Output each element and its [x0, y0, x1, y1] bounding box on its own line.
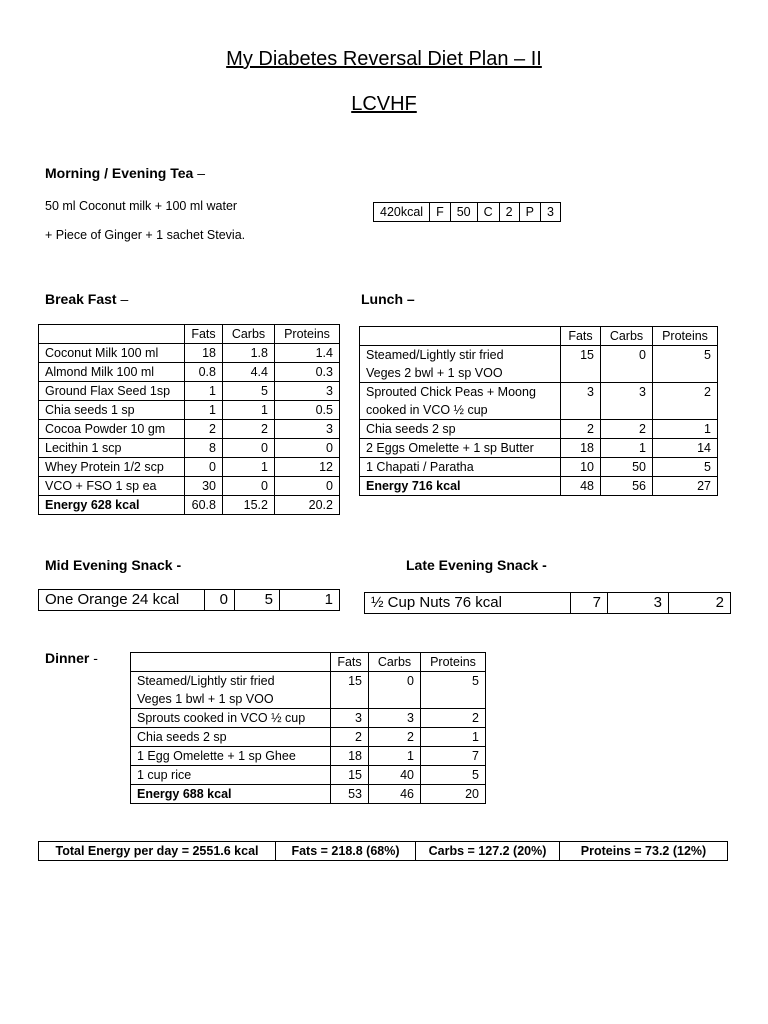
carbs-cell: 3 [369, 709, 421, 728]
total-carbs: 56 [601, 477, 653, 496]
total-proteins: 20 [421, 785, 486, 804]
tea-summary-table [373, 202, 561, 222]
header-cell-item [131, 653, 331, 672]
item-cell: 1 Egg Omelette + 1 sp Ghee [131, 747, 331, 766]
tea-line-1: 50 ml Coconut milk + 100 ml water [45, 199, 238, 213]
mid-snack-heading: Mid Evening Snack - [45, 557, 182, 573]
tea-heading-dash: – [197, 165, 205, 181]
carbs-cell: 0 [601, 346, 653, 383]
proteins-cell: 1 [421, 728, 486, 747]
total-proteins: 27 [653, 477, 718, 496]
dinner-heading-dash: - [93, 650, 98, 666]
page-title: My Diabetes Reversal Diet Plan – II [226, 48, 542, 70]
item-line-2: Veges 1 bwl + 1 sp VOO [137, 692, 274, 706]
table-row [39, 420, 340, 439]
proteins-cell: 7 [421, 747, 486, 766]
total-fats: 53 [331, 785, 369, 804]
proteins-cell: 0.5 [275, 401, 340, 420]
proteins-cell: 2 [653, 383, 718, 420]
fats-cell: 2 [185, 420, 223, 439]
tea-carb-label: C [477, 203, 499, 222]
item-cell: Sprouts cooked in VCO ½ cup [131, 709, 331, 728]
proteins-cell: 5 [421, 672, 486, 709]
item-cell: ½ Cup Nuts 76 kcal [365, 593, 571, 614]
proteins-cell: 1.4 [275, 344, 340, 363]
proteins-cell: 5 [653, 458, 718, 477]
table-header-row [131, 653, 486, 672]
fats-cell: 7 [571, 593, 608, 614]
proteins-cell: 5 [421, 766, 486, 785]
carbs-cell: 1 [223, 401, 275, 420]
fats-cell: 2 [561, 420, 601, 439]
item-line-1: Sprouted Chick Peas + Moong [366, 385, 536, 399]
header-cell-proteins: Proteins [653, 327, 718, 346]
header-cell-carbs: Carbs [369, 653, 421, 672]
lunch-table [359, 326, 718, 496]
total-proteins: 20.2 [275, 496, 340, 515]
item-cell [360, 383, 561, 420]
table-row [39, 382, 340, 401]
table-total-row [131, 785, 486, 804]
proteins-cell: 2 [421, 709, 486, 728]
item-line-1: Steamed/Lightly stir fried [137, 674, 275, 688]
item-cell: Ground Flax Seed 1sp [39, 382, 185, 401]
fats-cell: 0 [205, 590, 235, 611]
fats-cell: 1 [185, 401, 223, 420]
breakfast-heading [45, 291, 128, 307]
item-cell: 1 Chapati / Paratha [360, 458, 561, 477]
proteins-cell: 0 [275, 439, 340, 458]
dinner-heading [45, 650, 98, 666]
proteins-cell: 1 [653, 420, 718, 439]
tea-kcal: 420kcal [374, 203, 430, 222]
header-cell-carbs: Carbs [601, 327, 653, 346]
tea-fat-value: 50 [450, 203, 477, 222]
fats-cell: 15 [331, 766, 369, 785]
tea-protein-label: P [519, 203, 540, 222]
item-cell: Almond Milk 100 ml [39, 363, 185, 382]
item-line-2: Veges 2 bwl + 1 sp VOO [366, 366, 503, 380]
fats-cell: 8 [185, 439, 223, 458]
item-line-1: Steamed/Lightly stir fried [366, 348, 504, 362]
table-row [39, 401, 340, 420]
table-header-row [360, 327, 718, 346]
proteins-cell: 2 [669, 593, 731, 614]
proteins-cell: 5 [653, 346, 718, 383]
tea-fat-label: F [430, 203, 451, 222]
carbs-cell: 5 [235, 590, 280, 611]
proteins-cell: 1 [280, 590, 340, 611]
total-carbs: 46 [369, 785, 421, 804]
table-total-row [39, 496, 340, 515]
item-cell: Whey Protein 1/2 scp [39, 458, 185, 477]
fats-cell: 0 [185, 458, 223, 477]
tea-carb-value: 2 [499, 203, 519, 222]
daily-totals-table [38, 841, 728, 861]
total-fats: 48 [561, 477, 601, 496]
fats-cell: 18 [331, 747, 369, 766]
fats-cell: 2 [331, 728, 369, 747]
fats-cell: 10 [561, 458, 601, 477]
item-cell [360, 346, 561, 383]
carbs-cell: 40 [369, 766, 421, 785]
table-row [365, 593, 731, 614]
tea-line-2: + Piece of Ginger + 1 sachet Stevia. [45, 228, 246, 242]
fats-cell: 15 [561, 346, 601, 383]
table-total-row [360, 477, 718, 496]
table-header-row [39, 325, 340, 344]
proteins-cell: 12 [275, 458, 340, 477]
header-cell-item [39, 325, 185, 344]
table-row [131, 747, 486, 766]
table-row [39, 439, 340, 458]
header-cell-fats: Fats [561, 327, 601, 346]
item-cell: VCO + FSO 1 sp ea [39, 477, 185, 496]
tea-protein-value: 3 [540, 203, 560, 222]
item-cell: Chia seeds 1 sp [39, 401, 185, 420]
total-label: Energy 628 kcal [39, 496, 185, 515]
table-row [131, 672, 486, 709]
header-cell-fats: Fats [185, 325, 223, 344]
lunch-heading-dash: – [406, 291, 415, 307]
carbs-cell: 1 [369, 747, 421, 766]
fats-cell: 18 [185, 344, 223, 363]
table-row [39, 477, 340, 496]
table-row [39, 458, 340, 477]
carbs-cell: 0 [223, 439, 275, 458]
totals-row [39, 842, 728, 861]
total-label: Energy 716 kcal [360, 477, 561, 496]
page-subtitle: LCVHF [351, 93, 417, 115]
dinner-table [130, 652, 486, 804]
tea-heading [45, 165, 205, 181]
header-cell-fats: Fats [331, 653, 369, 672]
carbs-cell: 2 [223, 420, 275, 439]
proteins-cell: 14 [653, 439, 718, 458]
table-row [39, 590, 340, 611]
total-carbs: 15.2 [223, 496, 275, 515]
proteins-cell: 3 [275, 382, 340, 401]
table-row [39, 344, 340, 363]
header-cell-item [360, 327, 561, 346]
table-row [360, 458, 718, 477]
dinner-heading-text: Dinner [45, 650, 90, 666]
table-row [360, 383, 718, 420]
carbs-cell: 1 [601, 439, 653, 458]
tea-heading-text: Morning / Evening Tea [45, 165, 194, 181]
header-cell-proteins: Proteins [275, 325, 340, 344]
item-cell: One Orange 24 kcal [39, 590, 205, 611]
item-line-2: cooked in VCO ½ cup [366, 403, 488, 417]
lunch-heading [361, 291, 415, 307]
late-snack-table [364, 592, 731, 614]
fats-cell: 0.8 [185, 363, 223, 382]
breakfast-heading-text: Break Fast [45, 291, 117, 307]
proteins-cell: 0 [275, 477, 340, 496]
item-cell: 1 cup rice [131, 766, 331, 785]
carbs-cell: 4.4 [223, 363, 275, 382]
carbs-cell: 2 [601, 420, 653, 439]
item-cell: Chia seeds 2 sp [360, 420, 561, 439]
fats-cell: 30 [185, 477, 223, 496]
carbs-cell: 1.8 [223, 344, 275, 363]
item-cell: Chia seeds 2 sp [131, 728, 331, 747]
table-row [131, 766, 486, 785]
carbs-cell: 2 [369, 728, 421, 747]
table-row [360, 439, 718, 458]
table-row [131, 709, 486, 728]
header-cell-carbs: Carbs [223, 325, 275, 344]
fats-cell: 15 [331, 672, 369, 709]
total-carbs-cell: Carbs = 127.2 (20%) [416, 842, 560, 861]
carbs-cell: 0 [369, 672, 421, 709]
proteins-cell: 0.3 [275, 363, 340, 382]
table-row [39, 363, 340, 382]
late-snack-heading: Late Evening Snack - [406, 557, 547, 573]
item-cell: Cocoa Powder 10 gm [39, 420, 185, 439]
carbs-cell: 0 [223, 477, 275, 496]
lunch-heading-text: Lunch [361, 291, 403, 307]
tea-summary-row [374, 203, 561, 222]
carbs-cell: 3 [601, 383, 653, 420]
total-label: Energy 688 kcal [131, 785, 331, 804]
fats-cell: 1 [185, 382, 223, 401]
total-fats-cell: Fats = 218.8 (68%) [276, 842, 416, 861]
fats-cell: 18 [561, 439, 601, 458]
table-row [360, 420, 718, 439]
fats-cell: 3 [561, 383, 601, 420]
proteins-cell: 3 [275, 420, 340, 439]
carbs-cell: 5 [223, 382, 275, 401]
mid-snack-table [38, 589, 340, 611]
total-energy-cell: Total Energy per day = 2551.6 kcal [39, 842, 276, 861]
carbs-cell: 1 [223, 458, 275, 477]
total-fats: 60.8 [185, 496, 223, 515]
table-row [131, 728, 486, 747]
breakfast-table [38, 324, 340, 515]
carbs-cell: 3 [608, 593, 669, 614]
item-cell [131, 672, 331, 709]
header-cell-proteins: Proteins [421, 653, 486, 672]
carbs-cell: 50 [601, 458, 653, 477]
total-proteins-cell: Proteins = 73.2 (12%) [560, 842, 728, 861]
item-cell: 2 Eggs Omelette + 1 sp Butter [360, 439, 561, 458]
item-cell: Coconut Milk 100 ml [39, 344, 185, 363]
fats-cell: 3 [331, 709, 369, 728]
item-cell: Lecithin 1 scp [39, 439, 185, 458]
table-row [360, 346, 718, 383]
breakfast-heading-dash: – [120, 291, 129, 307]
